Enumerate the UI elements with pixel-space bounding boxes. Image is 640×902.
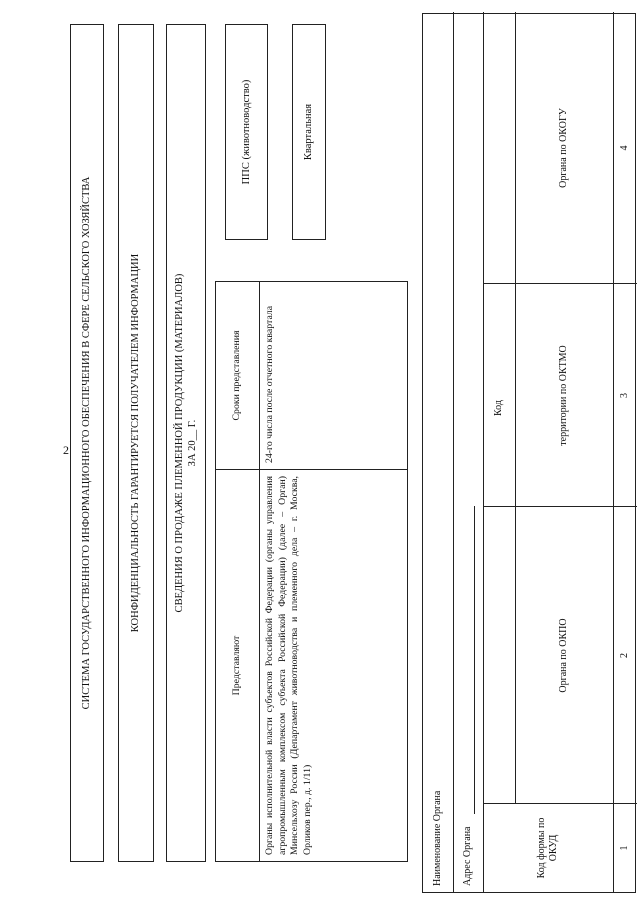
divider [453, 12, 454, 892]
organ-block [422, 13, 636, 893]
report-title: СВЕДЕНИЯ О ПРОДАЖЕ ПЛЕМЕННОЙ ПРОДУКЦИИ (МАТЕРИАЛОВ) [173, 273, 185, 613]
code-header: Код [493, 400, 504, 416]
okogu-header: Органа по ОКОГУ [558, 108, 569, 188]
header-deadline: Сроки представления [216, 282, 260, 470]
form-code: ППС (животноводство) [240, 79, 252, 185]
system-title-box [70, 24, 104, 862]
organ-name-label: Наименование Органа [432, 790, 443, 886]
okud-label: Код формы по ОКУД [536, 817, 559, 879]
page-number: 2 [63, 443, 69, 457]
okpo-header: Органа по ОКПО [558, 618, 569, 693]
submission-table [215, 281, 408, 862]
column-number: 2 [619, 653, 630, 658]
submission-table-wrap [215, 282, 408, 862]
system-title: СИСТЕМА ГОСУДАРСТВЕННОГО ИНФОРМАЦИОННОГО ОБЕСПЕЧЕНИЯ В СФЕРЕ СЕЛЬСКОГО ХОЗЯЙСТВА [81, 176, 93, 710]
deadline-cell: 24-го числа после отчетного квартала [260, 282, 408, 470]
periodicity-box [292, 24, 326, 240]
column-number: 3 [619, 393, 630, 398]
column-number: 4 [619, 145, 630, 151]
column-number: 1 [619, 845, 630, 851]
presenters-cell: Органы исполнительной власти субъектов Российской Федерации (органы управления агропромышленным комплексом субъекта Российской Федерации) (далее – Орган) Минсельхозу России (Департамент животноводства и племенного дела – г. Москва, Орликов пер., д. 1/11) [260, 470, 408, 862]
form-code-box [225, 24, 268, 240]
report-period: ЗА 20__ Г. [187, 419, 198, 467]
confidentiality-box [118, 24, 154, 862]
organ-address-label: Адрес Органа [462, 826, 473, 886]
periodicity: Квартальная [303, 103, 315, 161]
report-title-box [166, 24, 206, 862]
confidentiality-notice: КОНФИДЕНЦИАЛЬНОСТЬ ГАРАНТИРУЕТСЯ ПОЛУЧАТЕЛЕМ ИНФОРМАЦИИ [130, 253, 142, 633]
oktmo-header: территории по ОКТМО [558, 345, 569, 446]
header-presenters: Представляют [216, 470, 260, 862]
address-underline [474, 506, 475, 814]
